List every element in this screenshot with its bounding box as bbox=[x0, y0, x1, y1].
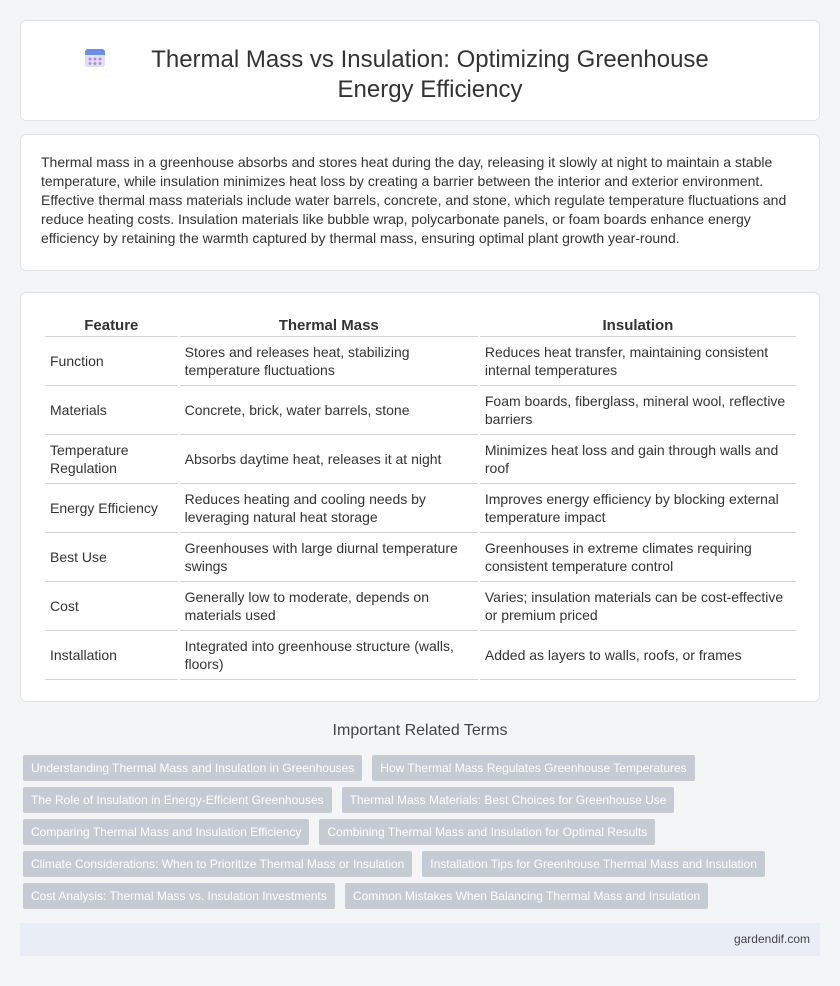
feature-cell: Energy Efficiency bbox=[45, 484, 178, 533]
feature-cell: Best Use bbox=[45, 533, 178, 582]
related-term-link[interactable]: Understanding Thermal Mass and Insulation in Greenhouses bbox=[23, 755, 362, 781]
related-term-link[interactable]: Common Mistakes When Balancing Thermal Mass and Insulation bbox=[345, 883, 708, 909]
table-row bbox=[45, 386, 796, 435]
thermal-mass-cell: Integrated into greenhouse structure (walls, floors) bbox=[180, 631, 478, 680]
related-term-link[interactable]: Comparing Thermal Mass and Insulation Efficiency bbox=[23, 819, 309, 845]
related-terms-list bbox=[23, 755, 813, 909]
comparison-card bbox=[20, 292, 820, 702]
insulation-cell: Added as layers to walls, roofs, or frames bbox=[480, 631, 796, 680]
insulation-cell: Minimizes heat loss and gain through walls and roof bbox=[480, 435, 796, 484]
thermal-mass-cell: Greenhouses with large diurnal temperature swings bbox=[180, 533, 478, 582]
feature-cell: Cost bbox=[45, 582, 178, 631]
thermal-mass-cell: Reduces heating and cooling needs by leveraging natural heat storage bbox=[180, 484, 478, 533]
related-term-link[interactable]: Climate Considerations: When to Prioritize Thermal Mass or Insulation bbox=[23, 851, 412, 877]
header-insulation: Insulation bbox=[480, 311, 796, 337]
feature-cell: Materials bbox=[45, 386, 178, 435]
thermal-mass-cell: Stores and releases heat, stabilizing temperature fluctuations bbox=[180, 337, 478, 386]
header-card bbox=[20, 20, 820, 121]
table-row bbox=[45, 484, 796, 533]
page-title: Thermal Mass vs Insulation: Optimizing Greenhouse Energy Efficiency bbox=[151, 46, 709, 103]
feature-cell: Function bbox=[45, 337, 178, 386]
table-row bbox=[45, 435, 796, 484]
comparison-table bbox=[43, 311, 798, 680]
related-term-link[interactable]: Installation Tips for Greenhouse Thermal Mass and Insulation bbox=[422, 851, 765, 877]
intro-paragraph: Thermal mass in a greenhouse absorbs and stores heat during the day, releasing it slowly at night to maintain a stable temperature, while insulation minimizes heat loss by creating a barrier between the interior and exterior environment. Effective thermal mass materials include water barrels, concrete, and stone, which regulate temperature fluctuations and reduce heating costs. Insulation materials like bubble wrap, polycarbonate panels, or foam boards enhance energy efficiency by retaining the warmth captured by thermal mass, ensuring optimal plant growth year-round. bbox=[41, 154, 787, 246]
header-feature: Feature bbox=[45, 311, 178, 337]
related-terms-title: Important Related Terms bbox=[332, 722, 508, 739]
insulation-cell: Improves energy efficiency by blocking external temperature impact bbox=[480, 484, 796, 533]
insulation-cell: Varies; insulation materials can be cost-effective or premium priced bbox=[480, 582, 796, 631]
related-term-link[interactable]: How Thermal Mass Regulates Greenhouse Temperatures bbox=[372, 755, 694, 781]
footer bbox=[20, 923, 820, 956]
related-term-link[interactable]: Cost Analysis: Thermal Mass vs. Insulation Investments bbox=[23, 883, 335, 909]
header-thermal-mass: Thermal Mass bbox=[180, 311, 478, 337]
feature-cell: Installation bbox=[45, 631, 178, 680]
intro-card bbox=[20, 134, 820, 271]
insulation-cell: Reduces heat transfer, maintaining consistent internal temperatures bbox=[480, 337, 796, 386]
table-row bbox=[45, 337, 796, 386]
thermal-mass-cell: Generally low to moderate, depends on materials used bbox=[180, 582, 478, 631]
table-header-row bbox=[45, 311, 796, 337]
table-row bbox=[45, 631, 796, 680]
thermal-mass-cell: Concrete, brick, water barrels, stone bbox=[180, 386, 478, 435]
feature-cell: Temperature Regulation bbox=[45, 435, 178, 484]
related-term-link[interactable]: Combining Thermal Mass and Insulation for Optimal Results bbox=[319, 819, 655, 845]
related-term-link[interactable]: Thermal Mass Materials: Best Choices for Greenhouse Use bbox=[342, 787, 675, 813]
thermal-mass-cell: Absorbs daytime heat, releases it at night bbox=[180, 435, 478, 484]
footer-site-link[interactable]: gardendif.com bbox=[733, 932, 810, 946]
table-row bbox=[45, 533, 796, 582]
insulation-cell: Greenhouses in extreme climates requiring consistent temperature control bbox=[480, 533, 796, 582]
related-term-link[interactable]: The Role of Insulation in Energy-Efficient Greenhouses bbox=[23, 787, 332, 813]
insulation-cell: Foam boards, fiberglass, mineral wool, reflective barriers bbox=[480, 386, 796, 435]
table-row bbox=[45, 582, 796, 631]
